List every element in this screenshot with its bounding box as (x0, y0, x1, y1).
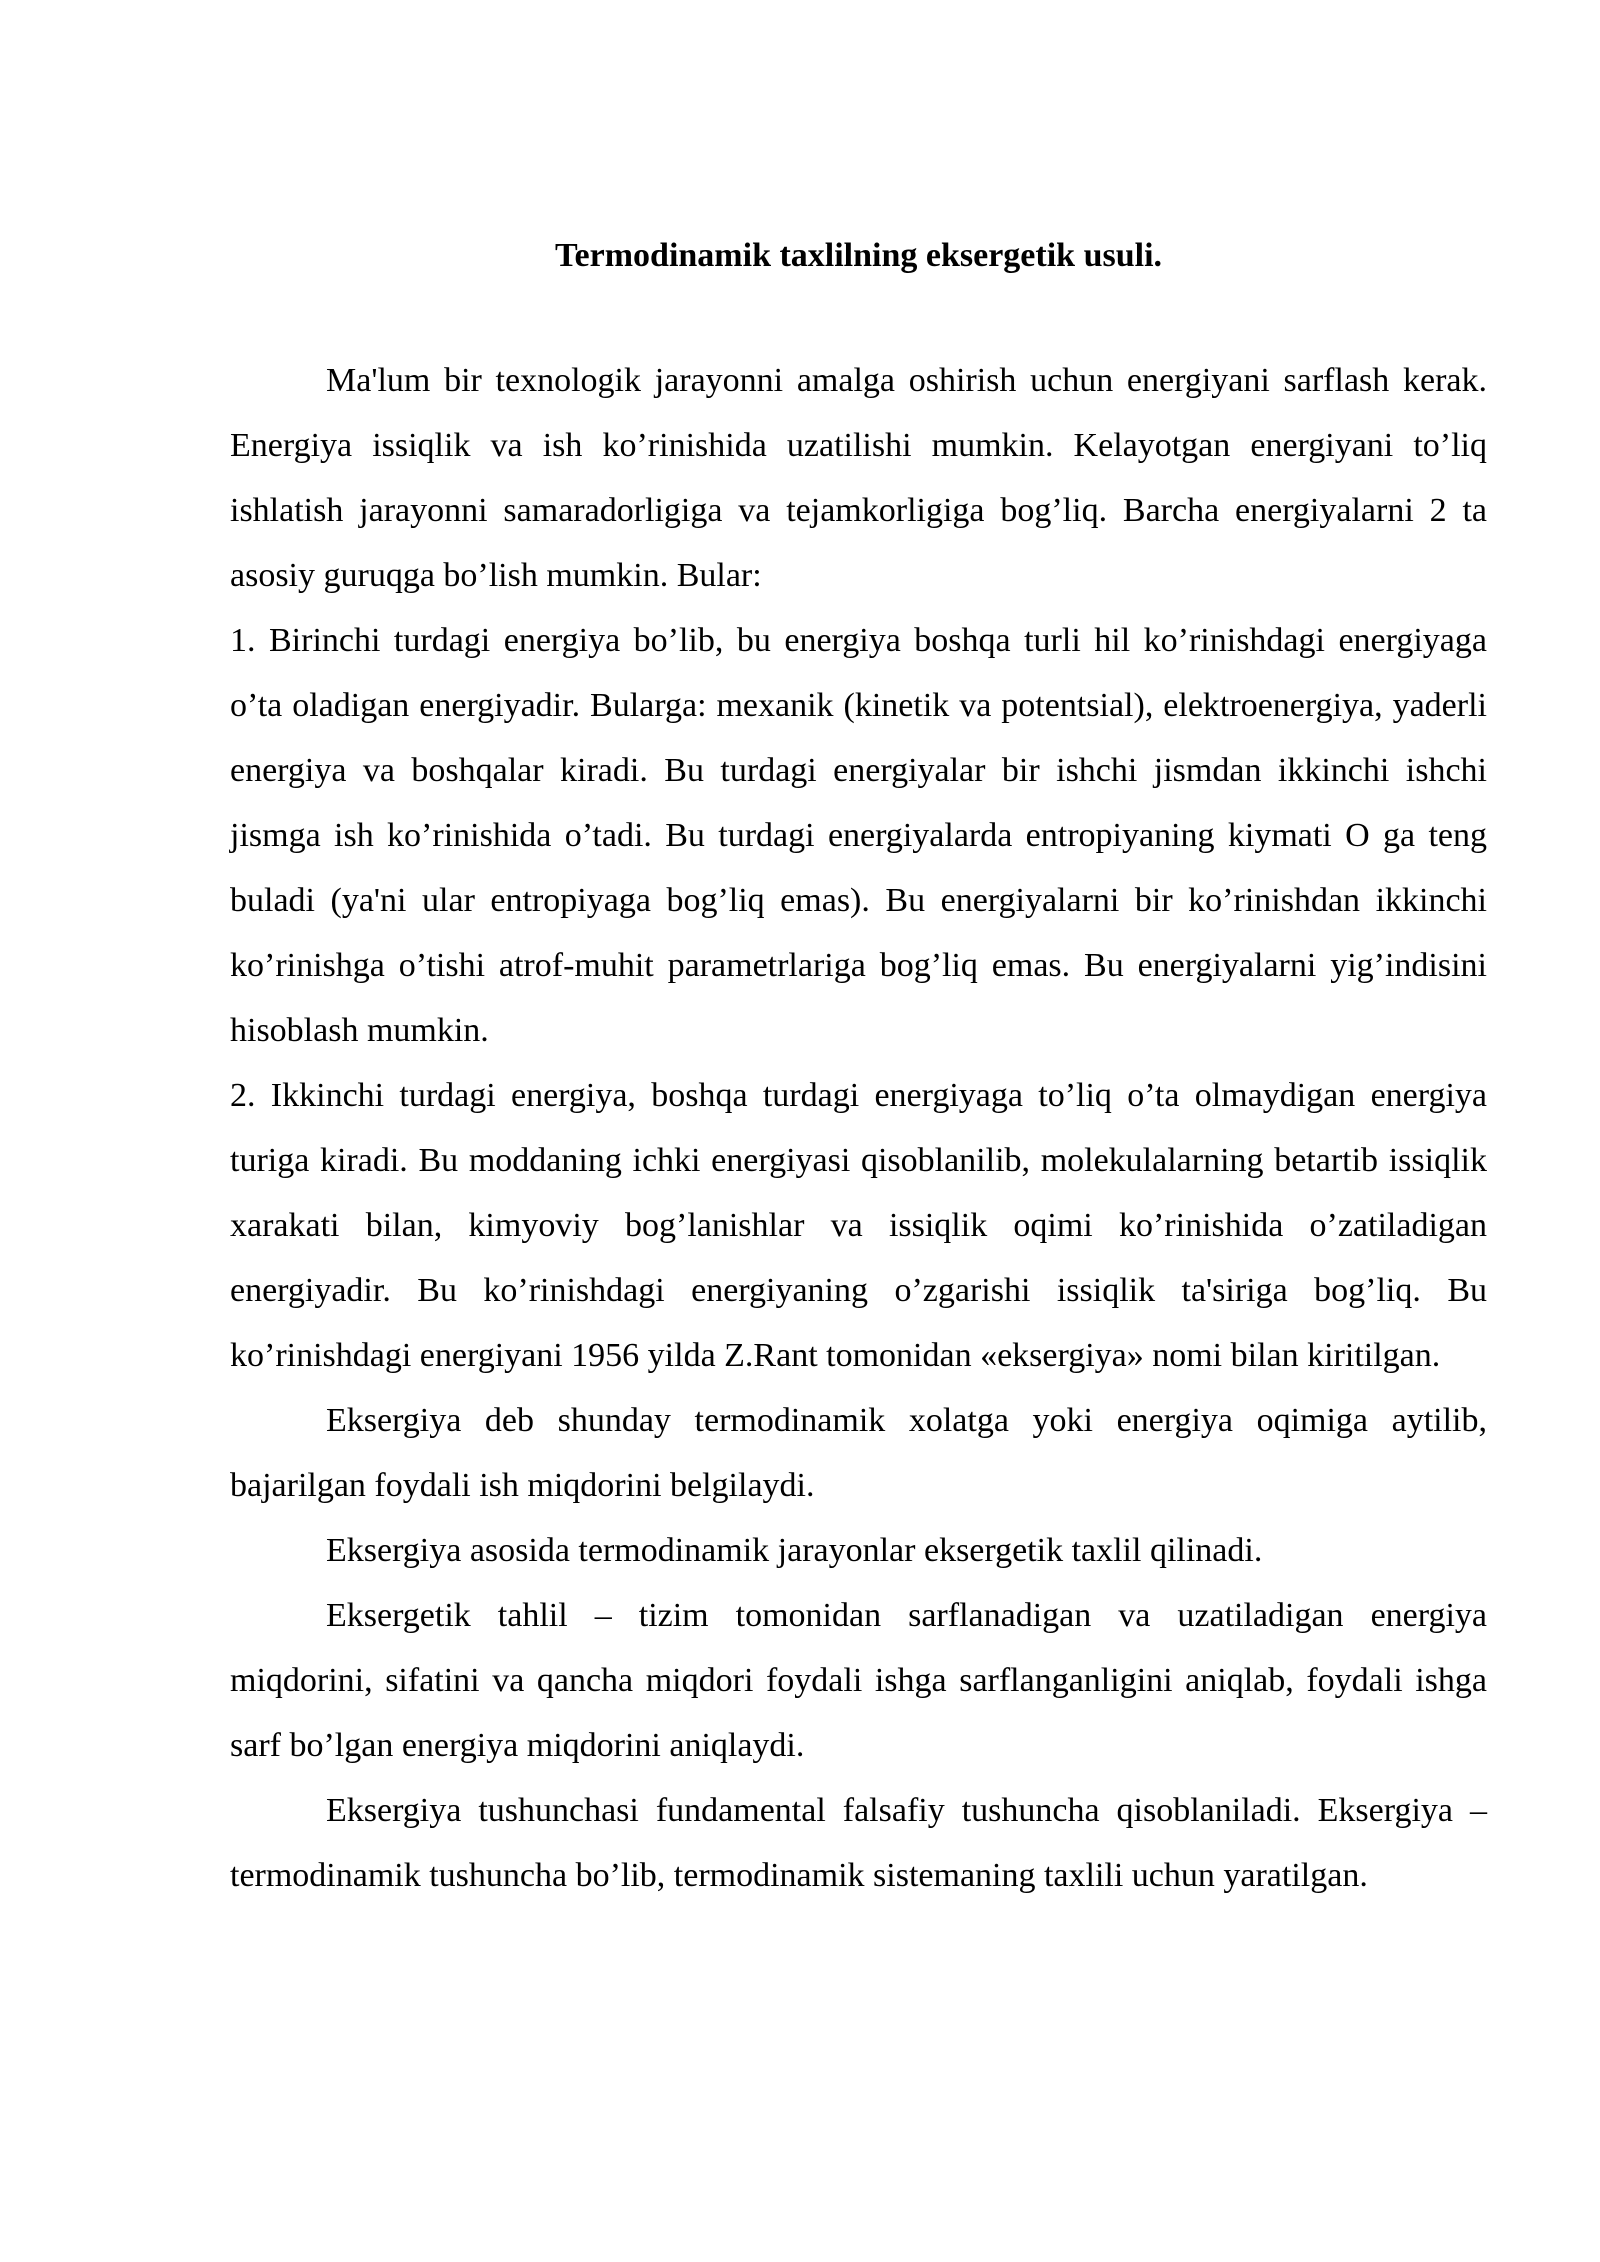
paragraph-exergy-definition: Eksergiya deb shunday termodinamik xolatga yoki energiya oqimiga aytilib, bajarilgan foydali ish miqdorini belgilaydi. (230, 1402, 1487, 1504)
document-title: Termodinamik taxlilning eksergetik usuli. (554, 237, 1163, 274)
paragraph-exergetic-analysis: Eksergetik tahlil – tizim tomonidan sarflanadigan va uzatiladigan energiya miqdorini, sifatini va qancha miqdori foydali ishga sarflanganligini aniqlab, foydali ishga sarf bo’lgan energiya miqdorini aniqlaydi. (230, 1597, 1487, 1764)
paragraph-exergy-analysis-basis: Eksergiya asosida termodinamik jarayonlar eksergetik taxlil qilinadi. (326, 1532, 1263, 1569)
document-page (230, 225, 1487, 1908)
paragraph-second-type-energy: 2. Ikkinchi turdagi energiya, boshqa turdagi energiyaga to’liq o’ta olmaydigan energiya turiga kiradi. Bu moddaning ichki energiyasi qisoblanilib, molekulalarning betartib issiqlik xarakati bilan, kimyoviy bog’lanishlar va issiqlik oqimi ko’rinishida o’zatiladigan energiyadir. Bu ko’rinishdagi energiyaning o’zgarishi issiqlik ta'siriga bog’liq. Bu ko’rinishdagi energiyani 1956 yilda Z.Rant tomonidan «eksergiya» nomi bilan kiritilgan. (230, 1077, 1487, 1374)
paragraph-exergy-concept: Eksergiya tushunchasi fundamental falsafiy tushuncha qisoblaniladi. Eksergiya – termodinamik tushuncha bo’lib, termodinamik sistemaning taxlili uchun yaratilgan. (230, 1792, 1487, 1894)
paragraph-first-type-energy: 1. Birinchi turdagi energiya bo’lib, bu energiya boshqa turli hil ko’rinishdagi energiyaga o’ta oladigan energiyadir. Bularga: mexanik (kinetik va potentsial), elektroenergiya, yaderli energiya va boshqalar kiradi. Bu turdagi energiyalar bir ishchi jismdan ikkinchi ishchi jismga ish ko’rinishida o’tadi. Bu turdagi energiyalarda entropiyaning kiymati O ga teng buladi (ya'ni ular entropiyaga bog’liq emas). Bu energiyalarni bir ko’rinishdan ikkinchi ko’rinishga o’tishi atrof-muhit parametrlariga bog’liq emas. Bu energiyalarni yig’indisini hisoblash mumkin. (230, 622, 1487, 1049)
paragraph-intro: Ma'lum bir texnologik jarayonni amalga oshirish uchun energiyani sarflash kerak. Energiya issiqlik va ish ko’rinishida uzatilishi mumkin. Kelayotgan energiyani to’liq ishlatish jarayonni samaradorligiga va tejamkorligiga bog’liq. Barcha energiyalarni 2 ta asosiy guruqga bo’lish mumkin. Bular: (230, 362, 1487, 594)
